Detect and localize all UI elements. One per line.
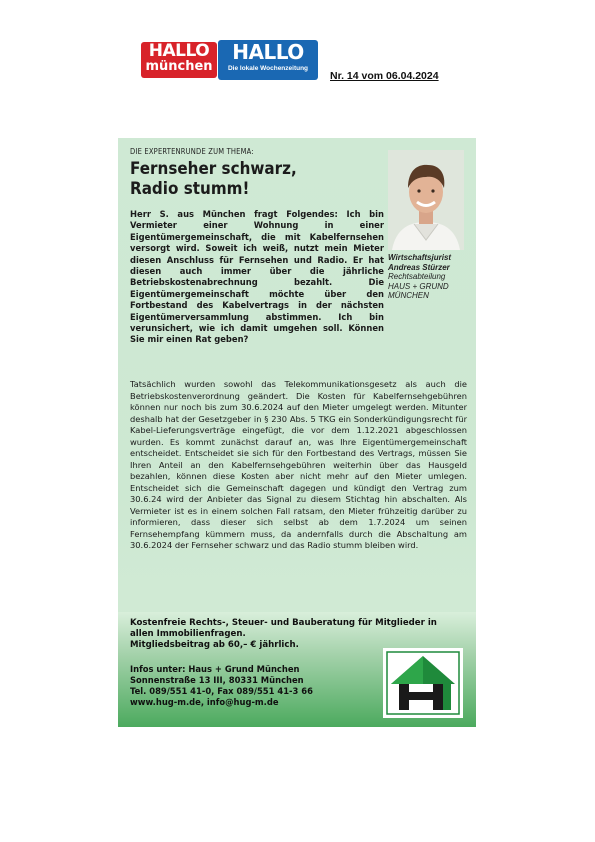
logo1-subtitle: münchen [145,59,213,74]
caption-name: Andreas Stürzer [388,262,450,272]
contact-web: www.hug-m.de, info@hug-m.de [130,697,279,707]
promo-text [130,618,450,651]
author-photo [388,150,464,250]
contact-phone: Tel. 089/551 41-0, Fax 089/551 41-3 66 [130,686,313,696]
reader-question: Herr S. aus München fragt Folgendes: Ich bin Vermieter einer Wohnung in einer Eigentümergemeinschaft, die mit Kabelfernsehen versorgt wird. Soweit ich weiß, nutzt mein Mieter diesen Anschluss für Fernsehen und Radio. Er hat diesen auch immer über die jährliche Betriebskostenabrechnung bezahlt. Die Eigentümergemeinschaft möchte über den Fortbestand des Kabelvertrags in der nächsten Eigentümerversammlung abstimmen. Ich bin verunsichert, wie ich damit umgehen soll. Können Sie mir einen Rat geben? [130,209,384,345]
headline-line-2: Radio stumm! [130,179,250,198]
headline-line-1: Fernseher schwarz, [130,159,297,178]
haus-und-grund-logo [383,648,463,718]
caption-role: Wirtschaftsjurist [388,253,452,262]
promo-line-3: Mitgliedsbeitrag ab 60,– € jährlich. [130,640,299,650]
promo-line-1: Kostenfreie Rechts-, Steuer- und Bauberatung für Mitglieder in [130,618,437,628]
kicker: DIE EXPERTENRUNDE ZUM THEMA: [130,147,254,156]
contact-line-1: Infos unter: Haus + Grund München [130,664,300,674]
promo-line-2: allen Immobilienfragen. [130,629,246,639]
caption-org-1: HAUS + GRUND [388,281,449,291]
logo2-title: HALLO [232,40,304,64]
expert-answer: Tatsächlich wurden sowohl das Telekommunikationsgesetz als auch die Betriebskostenverordnung geändert. Die Kosten für Kabelfernsehgebühren können nur noch bis zum 30.6.2024 auf den Mieter umgelegt werden. Mitunter deshalb hat der Gesetzgeber in § 230 Abs. 5 TKG ein Sonderkündigungsrecht für Kabel-Lieferungsverträge eingefügt, die vor dem 1.12.2021 abgeschlossen wurden. Es kommt zunächst darauf an, was Ihre Eigentümergemeinschaft entscheidet. Entscheidet sie sich für den Fortbestand des Vertrags, müssen Sie Ihren Anteil an den Kabelfernsehgebühren weiterhin über das Hausgeld bezahlen, können diese Kosten aber nicht mehr auf den Mieter umlegen. Entscheidet sich die Gemeinschaft dagegen und kündigt den Vertrag zum 30.6.24 wird der Anbieter das Signal zu diesem Stichtag hin abschalten. Als Vermieter ist es in einem solchen Fall ratsam, den Mieter frühzeitig darüber zu informieren, dass dieser sich selbst ab dem 1.7.2024 um seinen Fernsehempfang kümmern muss, da andernfalls durch die Abschaltung am 30.6.2024 der Fernseher schwarz und das Radio stumm bleiben wird. [130,379,467,550]
logo1-title: HALLO [148,41,210,61]
issue-info: Nr. 14 vom 06.04.2024 [330,70,439,82]
headline [130,159,360,199]
caption-org-2: MÜNCHEN [388,291,429,300]
hallo-muenchen-logo [141,42,217,78]
logo2-tagline: Die lokale Wochenzeitung [227,65,309,72]
contact-info [130,664,370,708]
author-caption [388,253,472,301]
hallo-wochenzeitung-logo [218,40,318,80]
caption-dept: Rechtsabteilung [388,272,446,281]
article-panel [118,138,476,727]
contact-address: Sonnenstraße 13 III, 80331 München [130,675,304,685]
